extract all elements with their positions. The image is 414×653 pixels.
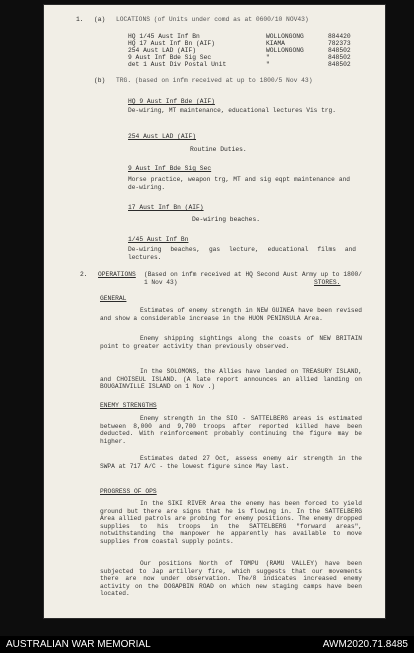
archive-name: AUSTRALIAN WAR MEMORIAL: [6, 639, 151, 650]
training-text: De-wiring, MT maintenance, educational lectures Vis trg.: [128, 107, 336, 114]
training-unit-heading: 17 Aust Inf Bn (AIF): [128, 204, 204, 211]
location-unit: 9 Aust Inf Bde Sig Sec: [128, 54, 212, 61]
location-place: ": [266, 54, 270, 61]
subsection-label: (b): [94, 77, 106, 84]
location-ref: 848502: [328, 61, 351, 68]
stores-stamp: STORES.: [314, 279, 341, 286]
training-unit-heading: 254 Aust LAD (AIF): [128, 133, 197, 140]
enemy-paragraph: Estimates dated 27 Oct, assess enemy air strength in the SWPA at 717 A/C - the lowest figure since May last.: [100, 455, 362, 470]
general-paragraph: Estimates of enemy strength in NEW GUINEA have been revised and show a considerable increase in the HUON PENINSULA Area.: [100, 307, 362, 322]
location-ref: 848502: [328, 54, 351, 61]
location-place: WOLLONGONG: [266, 47, 304, 54]
document-page: [44, 5, 385, 618]
training-unit-heading: HQ 9 Aust Inf Bde (AIF): [128, 98, 215, 105]
enemy-paragraph: Enemy strength in the SIO - SATTELBERG areas is estimated between 8,000 and 9,700 troops after reported killed have been deducted. With reinforcement probably continuing the figure may be higher.: [100, 415, 362, 445]
training-text: De-wiring beaches, gas lecture, educational films and lectures.: [128, 246, 356, 261]
subsection-label: (a): [94, 16, 106, 23]
operations-source-note: (Based on infm received at HQ Second Aust Army up to 1800/ 1 Nov 43): [144, 271, 362, 286]
progress-paragraph: Our positions North of TOMPU (RAMU VALLEY) have been subjected to Jap artillery fire, which suggests that our movements there are now under observation. The/8 indicates increased enemy activity on the DOGAPBIN ROAD on which new staging camps have been located.: [100, 560, 362, 597]
location-place: WOLLONGONG: [266, 33, 304, 40]
archive-footer: [0, 636, 414, 653]
general-paragraph: In the SOLOMONS, the Allies have landed on TREASURY ISLAND, and CHOISEUL ISLAND. (A late report announces an allied landing on BOUGAINVILLE ISLAND on 1 Nov .): [100, 368, 362, 390]
location-ref: 884420: [328, 33, 351, 40]
enemy-strengths-heading: ENEMY STRENGTHS: [100, 402, 157, 409]
location-ref: 782373: [328, 40, 351, 47]
section-number: 2.: [80, 271, 88, 278]
training-unit-heading: 1/45 Aust Inf Bn: [128, 236, 189, 243]
section-number: 1.: [76, 16, 84, 23]
operations-heading: OPERATIONS: [98, 271, 136, 278]
training-text: Morse practice, weapon trg, MT and sig eqpt maintenance and de-wiring.: [128, 176, 350, 191]
location-place: KIAMA: [266, 40, 285, 47]
training-heading: TRG. (based on infm received at up to 1800/5 Nov 43): [116, 77, 313, 84]
progress-paragraph: In the SIKI RIVER Area the enemy has been forced to yield ground but there are signs that he is flowing in. In the SATTELBERG Area allied patrols are probing for enemy positions. The enemy dropped supplies to his troops in the SATTELBERG "forward areas", notwithstanding the manpower he apparently has available to move supplies from coastal supply points.: [100, 500, 362, 545]
location-unit: 254 Aust LAD (AIF): [128, 47, 197, 54]
location-unit: HQ 1/45 Aust Inf Bn: [128, 33, 200, 40]
training-unit-heading: 9 Aust Inf Bde Sig Sec: [128, 165, 212, 172]
location-unit: det 1 Aust Div Postal Unit: [128, 61, 227, 68]
locations-heading: LOCATIONS (of Units under comd as at 0600/10 NOV43): [116, 16, 309, 23]
general-heading: GENERAL: [100, 295, 127, 302]
training-text: Routine Duties.: [190, 146, 247, 153]
general-paragraph: Enemy shipping sightings along the coasts of NEW BRITAIN point to greater activity than previously observed.: [100, 335, 362, 350]
location-unit: HQ 17 Aust Inf Bn (AIF): [128, 40, 215, 47]
location-place: ": [266, 61, 270, 68]
progress-heading: PROGRESS OF OPS: [100, 488, 157, 495]
training-text: De-wiring beaches.: [192, 216, 261, 223]
archive-reference: AWM2020.71.8485: [322, 639, 408, 650]
location-ref: 848502: [328, 47, 351, 54]
